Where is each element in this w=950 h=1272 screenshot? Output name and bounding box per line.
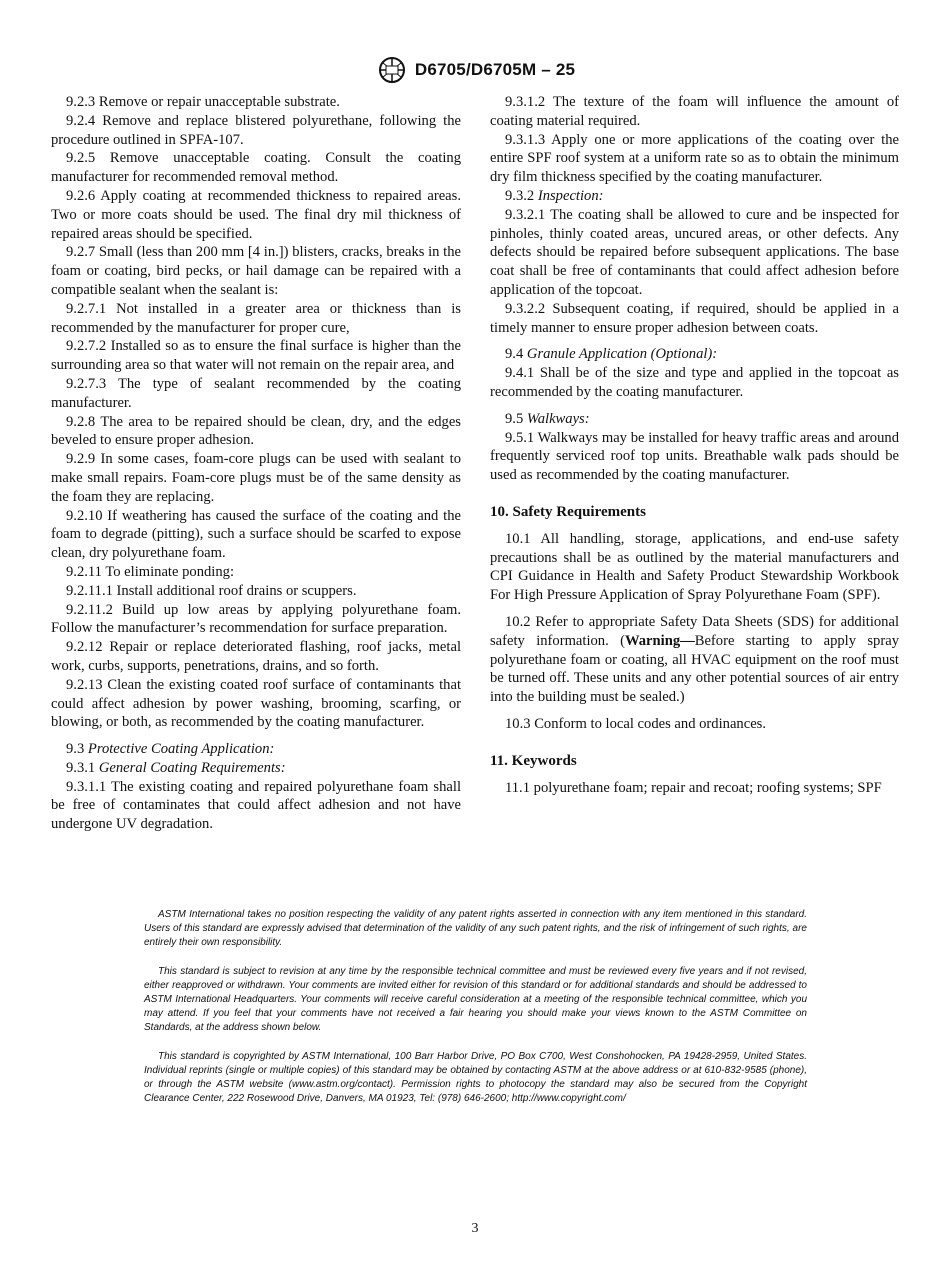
warning-label: Warning— [624,632,695,649]
left-column [51,93,461,834]
paragraph-9-2-7: 9.2.7 Small (less than 200 mm [4 in.]) blisters, cracks, breaks in the foam or coating, bird pecks, or hail damage can be repaired with a compatible sealant when the sealant is: [51,244,461,298]
paragraph-9-2-4: 9.2.4 Remove and replace blistered polyurethane, following the procedure outlined in SPFA-107. [51,112,461,148]
right-column [490,93,899,797]
paragraph-9-3-1-2: 9.3.1.2 The texture of the foam will influence the amount of coating material required. [490,94,899,129]
section-heading-9-5: 9.5 Walkways: [505,410,590,427]
paragraph-9-2-11: 9.2.11 To eliminate ponding: [66,563,235,580]
paragraph-9-2-8: 9.2.8 The area to be repaired should be clean, dry, and the edges beveled to ensure proper adhesion. [51,413,461,449]
paragraph-9-2-7-1: 9.2.7.1 Not installed in a greater area or thickness than is recommended by the manufacturer for proper cure, [51,300,461,336]
section-heading-9-3-1: 9.3.1 General Coating Requirements: [66,759,286,776]
paragraph-9-3-1-1: 9.3.1.1 The existing coating and repaired polyurethane foam shall be free of contaminates that could affect adhesion and not have undergone UV degradation. [51,778,461,833]
paragraph-9-2-10: 9.2.10 If weathering has caused the surface of the coating and the foam to degrade (pitting), such a surface should be scarfed to expose clean, dry polyurethane foam. [51,507,461,562]
revision-notice: This standard is subject to revision at any time by the responsible technical committee and must be reviewed every five years and if not revised, either reapproved or withdrawn. Your comments are invited either for revision of this standard or for additional standards and should be addressed to ASTM International Headquarters. Your comments will receive careful consideration at a meeting of the responsible technical committee, which you may attend. If you feel that your comments have not received a fair hearing you should make your views known to the ASTM Committee on Standards, at the address shown below. [144,966,807,1033]
section-heading-9-3-2: 9.3.2 Inspection: [505,187,604,204]
section-heading-11: 11. Keywords [490,752,577,769]
paragraph-11-1: 11.1 polyurethane foam; repair and recoat; roofing systems; SPF [505,779,882,796]
paragraph-9-2-11-1: 9.2.11.1 Install additional roof drains or scuppers. [66,582,357,599]
paragraph-9-2-12: 9.2.12 Repair or replace deteriorated flashing, roof jacks, metal work, curbs, supports, penetrations, drains, and so forth. [51,639,461,674]
paragraph-9-2-7-2: 9.2.7.2 Installed so as to ensure the final surface is higher than the surrounding area so that water will not remain on the repair area, and [51,338,461,374]
paragraph-9-2-3: 9.2.3 Remove or repair unacceptable substrate. [66,94,340,110]
paragraph-9-3-1-3: 9.3.1.3 Apply one or more applications of the coating over the entire SPF roof system at a uniform rate so as to obtain the minimum dry film thickness specified by the coating manufacturer. [490,131,899,186]
paragraph-9-2-13: 9.2.13 Clean the existing coated roof surface of contaminants that could affect adhesion by power washing, brooming, scarfing, or blowing, or both, as recommended by the coating manufacturer. [51,676,461,731]
section-heading-9-3: 9.3 Protective Coating Application: [66,741,275,758]
paragraph-10-1: 10.1 All handling, storage, applications, and end-use safety precautions shall be as outlined by the material manufacturers and CPI Guidance in Health and Safety Product Stewardship Workbook For High Pressure Application of Spray Polyurethane Foam (SPF). [490,530,899,604]
copyright-notice: This standard is copyrighted by ASTM International, 100 Barr Harbor Drive, PO Box C700, West Conshohocken, PA 19428-2959, United States. Individual reprints (single or multiple copies) of this standard may be obtained by contacting ASTM at the above address or at 610-832-9585 (phone), or through the ASTM website (www.astm.org/contact). Permission rights to photocopy the standard may also be secured from the Copyright Clearance Center, 222 Rosewood Drive, Danvers, MA 01923, Tel: (978) 646-2600; http://www.copyright.com/ [144,1051,807,1104]
page-header [0,55,950,90]
paragraph-9-2-7-3: 9.2.7.3 The type of sealant recommended by the coating manufacturer. [51,375,461,411]
paragraph-10-2: 10.2 Refer to appropriate Safety Data Sheets (SDS) for additional safety information. (Warning—Before starting to apply spray polyurethane foam or coating, all HVAC equipment on the roof must be turned off. These units and any other potential sources of air entry into the building must be sealed.) [490,613,899,706]
paragraph-9-2-9: 9.2.9 In some cases, foam-core plugs can be used with sealant to make small repairs. Foam-core plugs must be of the same density as the foam they are replacing. [51,451,461,505]
paragraph-9-2-11-2: 9.2.11.2 Build up low areas by applying polyurethane foam. Follow the manufacturer’s recommendation for surface preparation. [51,601,461,637]
paragraph-9-2-5: 9.2.5 Remove unacceptable coating. Consult the coating manufacturer for recommended removal method. [51,150,461,186]
paragraph-9-4-1: 9.4.1 Shall be of the size and type and applied in the topcoat as recommended by the coating manufacturer. [490,365,899,400]
paragraph-9-2-6: 9.2.6 Apply coating at recommended thickness to repaired areas. Two or more coats should be used. The final dry mil thickness of repaired areas should be specified. [51,187,461,242]
page-number: 3 [471,1221,479,1236]
section-heading-9-4: 9.4 Granule Application (Optional): [505,346,718,363]
paragraph-9-5-1: 9.5.1 Walkways may be installed for heavy traffic areas and around frequently serviced roof top units. Breathable walk pads should be used as recommended by the coating manufacturer. [490,429,899,484]
patent-notice: ASTM International takes no position respecting the validity of any patent rights asserted in connection with any item mentioned in this standard. Users of this standard are expressly advised that determination of the validity of any such patent rights, and the risk of infringement of such rights, are entirely their own responsibility. [144,909,807,948]
document-designation: D6705/D6705M – 25 [414,60,576,79]
paragraph-9-3-2-2: 9.3.2.2 Subsequent coating, if required, should be applied in a timely manner to ensure proper adhesion between coats. [490,300,899,336]
section-heading-10: 10. Safety Requirements [490,503,646,520]
astm-notices [144,908,807,1122]
paragraph-10-3: 10.3 Conform to local codes and ordinances. [505,715,766,732]
paragraph-9-3-2-1: 9.3.2.1 The coating shall be allowed to cure and be inspected for pinholes, thinly coated areas, uncured areas, or other defects. Any defects should be repaired before subsequent applications. The base coat shall be free of contaminants that could affect adhesion before application of the topcoat. [490,206,899,298]
astm-logo-icon [375,55,409,85]
